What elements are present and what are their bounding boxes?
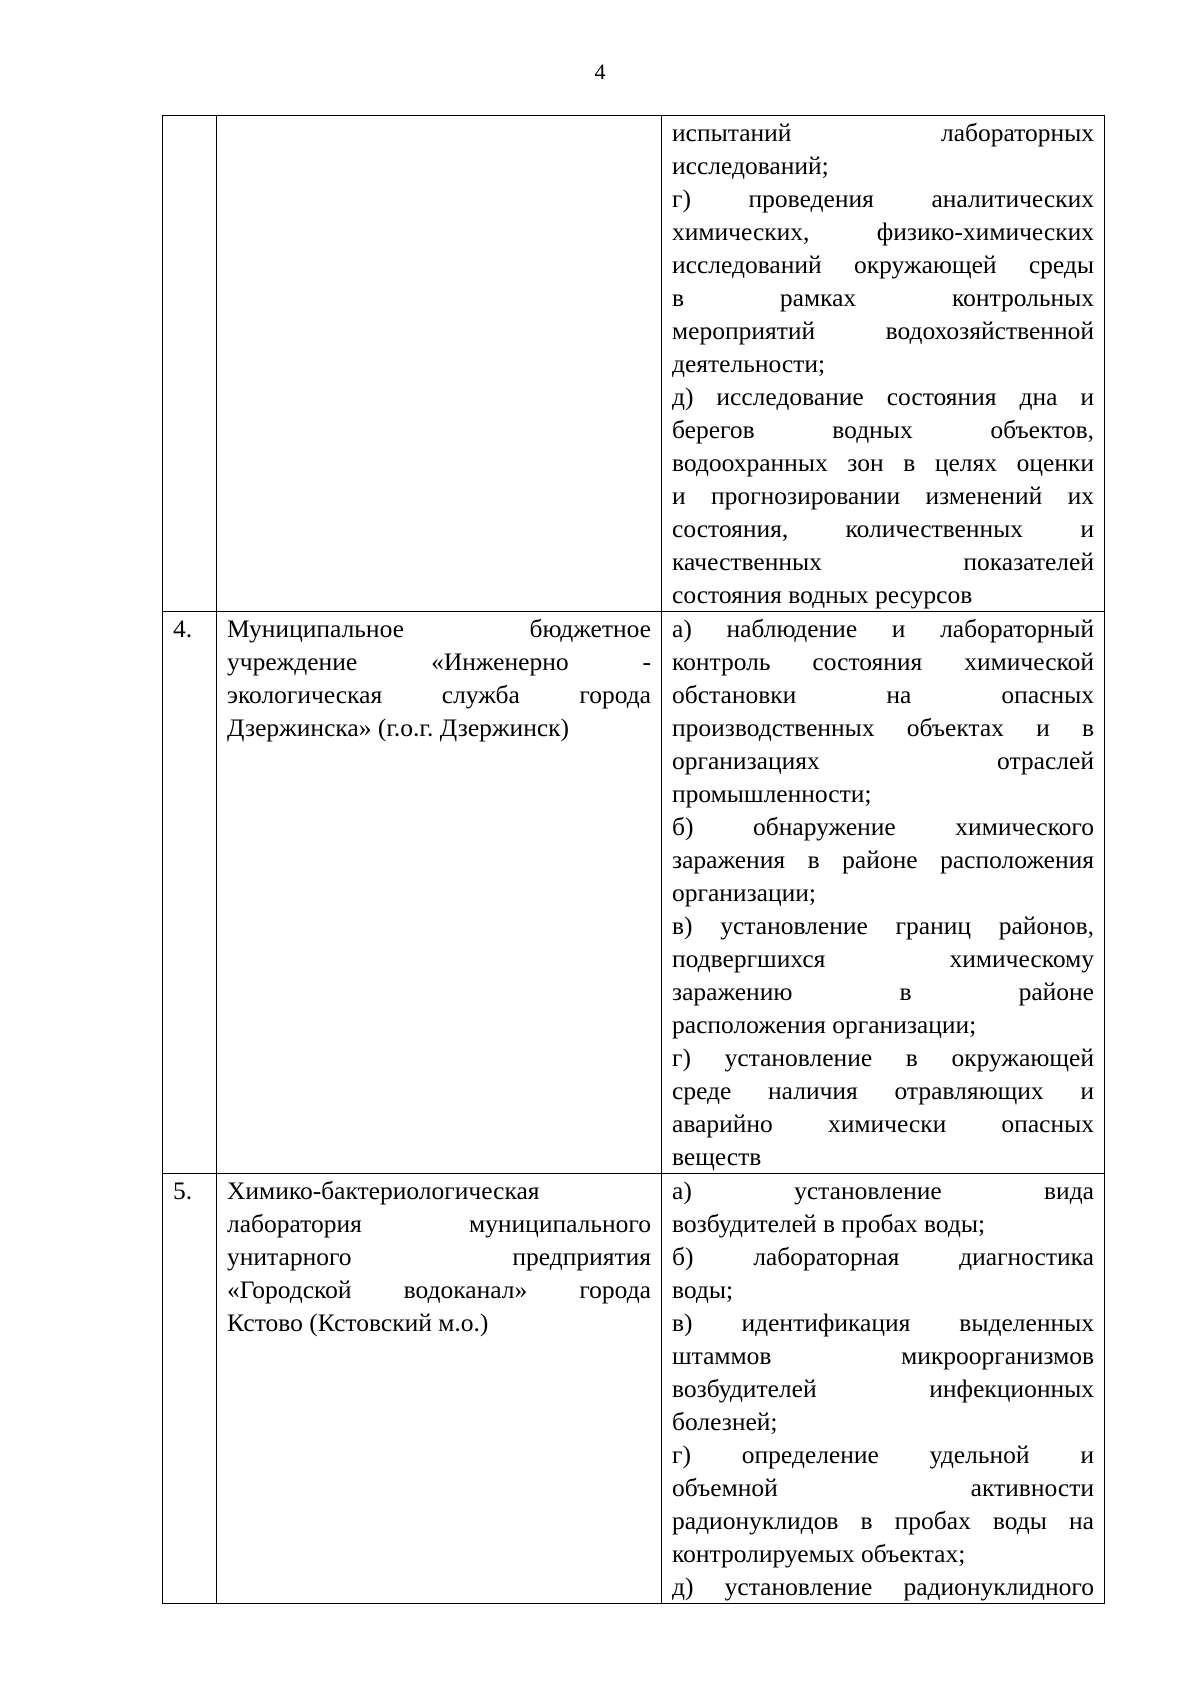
- function-line: в) установление границ районов,: [672, 911, 1094, 940]
- function-line: состояния водных ресурсов: [672, 580, 973, 609]
- function-line: берегов водных объектов,: [672, 415, 1094, 444]
- function-line: испытаний лабораторных: [672, 118, 1094, 147]
- organization-name-cell: [217, 1174, 662, 1604]
- table-row: [163, 1174, 1105, 1604]
- function-line: расположения организации;: [672, 1010, 977, 1039]
- function-line: аварийно химически опасных: [672, 1109, 1094, 1138]
- organization-name-line: учреждение «Инженерно -: [227, 647, 651, 676]
- function-line: г) установление в окружающей: [672, 1043, 1094, 1072]
- organization-name-line: Химико-бактериологическая: [227, 1176, 540, 1205]
- function-line: возбудителей в пробах воды;: [672, 1209, 986, 1238]
- function-line: водоохранных зон в целях оценки: [672, 448, 1094, 477]
- function-line: среде наличия отравляющих и: [672, 1076, 1094, 1105]
- function-line: производственных объектах и в: [672, 713, 1094, 742]
- organization-name-cell: [217, 116, 662, 612]
- function-line: штаммов микроорганизмов: [672, 1341, 1094, 1370]
- function-line: заражения в районе расположения: [672, 845, 1094, 874]
- function-line: в) идентификация выделенных: [672, 1308, 1094, 1337]
- row-number: 4.: [173, 614, 193, 643]
- function-line: объемной активности: [672, 1473, 1094, 1502]
- organization-name-line: унитарного предприятия: [227, 1242, 651, 1271]
- row-number-cell: [163, 116, 217, 612]
- function-line: промышленности;: [672, 779, 872, 808]
- function-line: б) лабораторная диагностика: [672, 1242, 1094, 1271]
- function-line: мероприятий водохозяйственной: [672, 316, 1094, 345]
- organization-name-line: «Городской водоканал» города: [227, 1275, 651, 1304]
- functions-cell: [662, 116, 1105, 612]
- function-line: заражению в районе: [672, 977, 1094, 1006]
- function-line: обстановки на опасных: [672, 680, 1094, 709]
- function-line: организации;: [672, 878, 816, 907]
- function-line: и прогнозировании изменений их: [672, 481, 1094, 510]
- organization-name-line: Муниципальное бюджетное: [227, 614, 651, 643]
- function-line: подвергшихся химическому: [672, 944, 1094, 973]
- function-line: а) наблюдение и лабораторный: [672, 614, 1094, 643]
- organization-name-line: Кстово (Кстовский м.о.): [227, 1308, 489, 1337]
- function-line: болезней;: [672, 1407, 778, 1436]
- organization-name-line: экологическая служба города: [227, 680, 651, 709]
- function-line: веществ: [672, 1142, 762, 1171]
- function-line: качественных показателей: [672, 547, 1094, 576]
- function-line: состояния, количественных и: [672, 514, 1094, 543]
- organization-name-line: лаборатория муниципального: [227, 1209, 651, 1238]
- table-row: [163, 612, 1105, 1174]
- row-number: 5.: [173, 1176, 193, 1205]
- organization-name-cell: [217, 612, 662, 1174]
- page-number: 4: [594, 59, 606, 84]
- functions-cell: [662, 1174, 1105, 1604]
- function-line: д) исследование состояния дна и: [672, 382, 1094, 411]
- table-body: [163, 116, 1105, 1604]
- function-line: б) обнаружение химического: [672, 812, 1094, 841]
- function-line: организациях отраслей: [672, 746, 1094, 775]
- function-line: радионуклидов в пробах воды на: [672, 1506, 1094, 1535]
- function-line: исследований;: [672, 151, 829, 180]
- function-line: химических, физико-химических: [672, 217, 1094, 246]
- organization-name-line: Дзержинска» (г.о.г. Дзержинск): [227, 713, 570, 742]
- function-line: а) установление вида: [672, 1176, 1094, 1205]
- function-line: исследований окружающей среды: [672, 250, 1094, 279]
- function-line: возбудителей инфекционных: [672, 1374, 1094, 1403]
- function-line: в рамках контрольных: [672, 283, 1094, 312]
- function-line: д) установление радионуклидного: [672, 1572, 1094, 1601]
- functions-cell: [662, 612, 1105, 1174]
- function-line: контроль состояния химической: [672, 647, 1094, 676]
- function-line: г) определение удельной и: [672, 1440, 1094, 1469]
- function-line: контролируемых объектах;: [672, 1539, 966, 1568]
- row-number-cell: [163, 612, 217, 1174]
- function-line: г) проведения аналитических: [672, 184, 1094, 213]
- table-row: [163, 116, 1105, 612]
- function-line: деятельности;: [672, 349, 826, 378]
- organizations-table: [162, 115, 1105, 1604]
- row-number-cell: [163, 1174, 217, 1604]
- function-line: воды;: [672, 1275, 734, 1304]
